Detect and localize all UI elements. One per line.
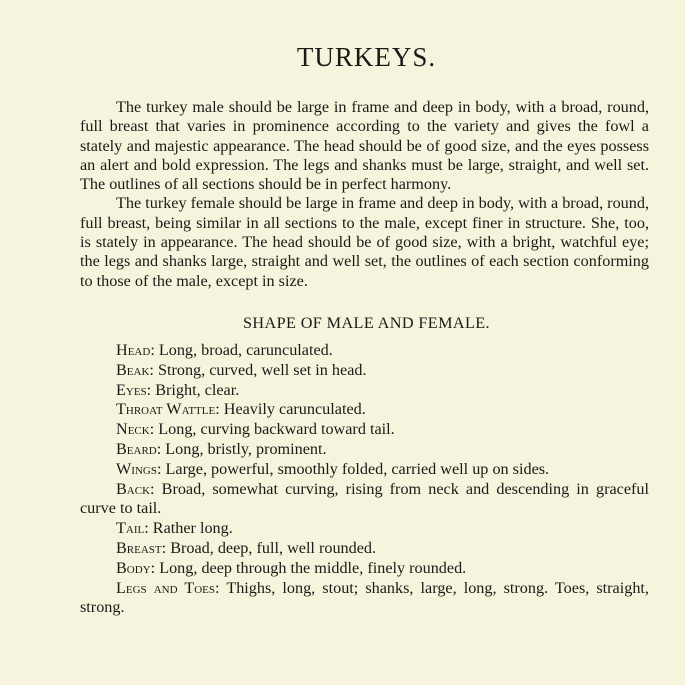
trait-description: Strong, curved, well set in head. (157, 360, 367, 379)
trait-item-legs-and-toes: Legs and Toes: Thighs, long, stout; shanks, large, long, strong. Toes, straight, strong. (80, 578, 649, 617)
trait-name: Breast (116, 538, 162, 557)
trait-description: Broad, somewhat curving, rising from neck and descending in graceful curve to tail. (80, 479, 650, 518)
trait-item-throat-wattle: Throat Wattle: Heavily carunculated. (116, 400, 366, 419)
trait-item-neck: Neck: Long, curving backward toward tail. (116, 420, 395, 439)
trait-description: Bright, clear. (155, 380, 240, 399)
trait-name: Tail (116, 519, 145, 538)
paragraph-male: The turkey male should be large in frame and deep in body, with a broad, round, full breast that varies in prominence according to the variety and gives the fowl a stately and majestic appearance. The head should be of good size, and the eyes possess an alert and bold expression. The legs and shanks must be large, straight, and well set. The outlines of all sections should be in perfect harmony. (80, 98, 649, 194)
trait-name: Beak (116, 360, 150, 379)
trait-name: Head (116, 340, 151, 359)
trait-name: Back (116, 479, 151, 498)
trait-description: Broad, deep, full, well rounded. (170, 538, 377, 557)
trait-item-breast: Breast: Broad, deep, full, well rounded. (116, 538, 377, 557)
trait-description: Long, deep through the middle, finely rounded. (159, 558, 467, 577)
trait-description: Heavily carunculated. (223, 400, 366, 419)
intro-text (80, 98, 649, 291)
trait-description: Long, broad, carunculated. (158, 340, 333, 359)
trait-description: Rather long. (152, 519, 233, 538)
trait-item-body: Body: Long, deep through the middle, finely rounded. (116, 558, 467, 577)
trait-item-back: Back: Broad, somewhat curving, rising from neck and descending in graceful curve to tail. (80, 479, 650, 518)
trait-description: Large, powerful, smoothly folded, carried well up on sides. (165, 459, 550, 478)
trait-list (80, 341, 649, 618)
trait-description: Thighs, long, stout; shanks, large, long, strong. Toes, straight, strong. (80, 578, 649, 617)
trait-name: Body (116, 558, 151, 577)
trait-name: Neck (116, 420, 150, 439)
trait-description: Long, curving backward toward tail. (158, 420, 395, 439)
trait-name: Eyes (116, 380, 147, 399)
trait-name: Legs and Toes (116, 578, 216, 597)
trait-item-beard: Beard: Long, bristly, prominent. (116, 439, 327, 458)
trait-item-tail: Tail: Rather long. (116, 519, 233, 538)
trait-name: Throat Wattle (116, 400, 216, 419)
paragraph-female: The turkey female should be large in frame and deep in body, with a broad, round, full breast, being similar in all sections to the male, except finer in structure. She, too, is stately in appearance. The head should be of good size, with a bright, watchful eye; the legs and shanks large, straight and well set, the outlines of each section conforming to those of the male, except in size. (80, 194, 649, 290)
trait-item-eyes: Eyes: Bright, clear. (116, 380, 240, 399)
page-title: TURKEYS. (296, 42, 437, 72)
trait-item-beak: Beak: Strong, curved, well set in head. (116, 360, 367, 379)
trait-name: Wings (116, 459, 157, 478)
trait-description: Long, bristly, prominent. (165, 439, 327, 458)
section-heading: SHAPE OF MALE AND FEMALE. (243, 313, 490, 332)
trait-item-wings: Wings: Large, powerful, smoothly folded, carried well up on sides. (116, 459, 550, 478)
trait-item-head: Head: Long, broad, carunculated. (116, 340, 333, 359)
trait-name: Beard (116, 439, 157, 458)
